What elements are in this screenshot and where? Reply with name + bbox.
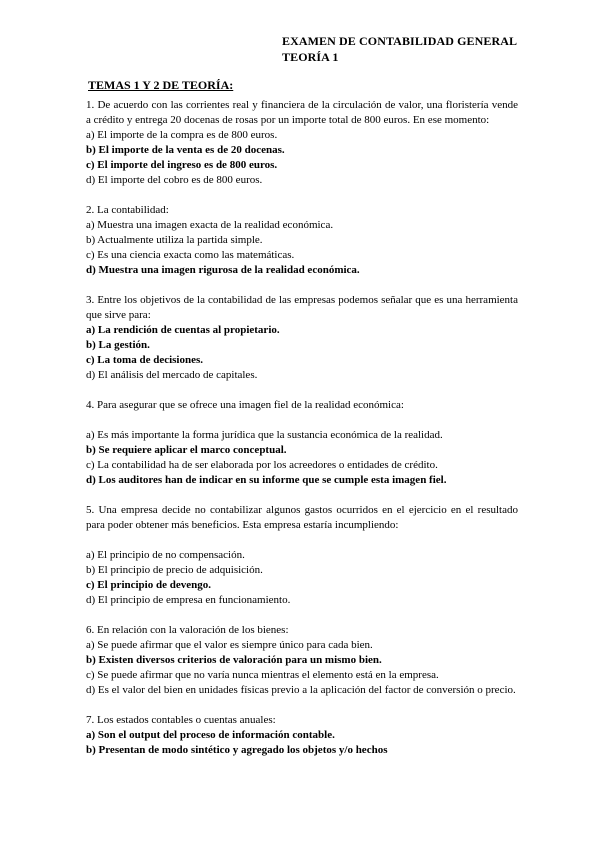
question-5-stem: 5. Una empresa decide no contabilizar algunos gastos ocurridos en el ejercicio en el resultado para poder obtener más beneficios. Esta empresa estaría incumpliendo: bbox=[86, 504, 518, 531]
question-1-stem: 1. De acuerdo con las corrientes real y financiera de la circulación de valor, una floristería vende a crédito y entrega 20 docenas de rosas por un importe total de 800 euros. En ese momento: bbox=[86, 99, 518, 126]
exam-title: EXAMEN DE CONTABILIDAD GENERAL bbox=[282, 34, 518, 48]
question-1 bbox=[86, 98, 518, 188]
question-5-option-d: d) El principio de empresa en funcionamiento. bbox=[86, 594, 291, 606]
question-5-option-b: b) El principio de precio de adquisición. bbox=[86, 564, 263, 576]
question-6-option-d: d) Es el valor del bien en unidades físicas previo a la aplicación del factor de conversión o precio. bbox=[86, 684, 516, 696]
question-6-option-b: b) Existen diversos criterios de valoración para un mismo bien. bbox=[86, 654, 382, 666]
question-7-option-a: a) Son el output del proceso de información contable. bbox=[86, 729, 335, 741]
question-3-option-d: d) El análisis del mercado de capitales. bbox=[86, 369, 258, 381]
section-title: TEMAS 1 Y 2 DE TEORÍA: bbox=[88, 78, 234, 92]
question-4-option-c: c) La contabilidad ha de ser elaborada por los acreedores o entidades de crédito. bbox=[86, 459, 438, 471]
question-5 bbox=[86, 503, 518, 608]
question-6-stem: 6. En relación con la valoración de los bienes: bbox=[86, 624, 289, 636]
question-2-option-a: a) Muestra una imagen exacta de la realidad económica. bbox=[86, 219, 334, 231]
question-2 bbox=[86, 203, 518, 278]
question-7-option-b: b) Presentan de modo sintético y agregado los objetos y/o hechos bbox=[86, 744, 388, 756]
question-7 bbox=[86, 713, 518, 758]
question-6-option-c: c) Se puede afirmar que no varía nunca mientras el elemento está en la empresa. bbox=[86, 669, 439, 681]
question-3-stem: 3. Entre los objetivos de la contabilidad de las empresas podemos señalar que es una herramienta que sirve para: bbox=[86, 294, 518, 321]
question-1-option-b: b) El importe de la venta es de 20 docenas. bbox=[86, 144, 285, 156]
question-1-option-d: d) El importe del cobro es de 800 euros. bbox=[86, 174, 263, 186]
question-4-option-b: b) Se requiere aplicar el marco conceptual. bbox=[86, 444, 287, 456]
question-4 bbox=[86, 398, 518, 488]
question-7-stem: 7. Los estados contables o cuentas anuales: bbox=[86, 714, 276, 726]
question-5-option-a: a) El principio de no compensación. bbox=[86, 549, 245, 561]
question-4-option-d: d) Los auditores han de indicar en su informe que se cumple esta imagen fiel. bbox=[86, 474, 447, 486]
question-3-option-b: b) La gestión. bbox=[86, 339, 150, 351]
question-1-option-a: a) El importe de la compra es de 800 euros. bbox=[86, 129, 278, 141]
question-1-option-c: c) El importe del ingreso es de 800 euros. bbox=[86, 159, 278, 171]
question-4-stem: 4. Para asegurar que se ofrece una imagen fiel de la realidad económica: bbox=[86, 399, 404, 411]
question-3-option-a: a) La rendición de cuentas al propietario. bbox=[86, 324, 280, 336]
question-2-option-c: c) Es una ciencia exacta como las matemáticas. bbox=[86, 249, 295, 261]
question-6-option-a: a) Se puede afirmar que el valor es siempre único para cada bien. bbox=[86, 639, 373, 651]
question-2-stem: 2. La contabilidad: bbox=[86, 204, 169, 216]
question-3 bbox=[86, 293, 518, 383]
question-3-option-c: c) La toma de decisiones. bbox=[86, 354, 204, 366]
question-5-option-c: c) El principio de devengo. bbox=[86, 579, 211, 591]
question-list bbox=[86, 98, 518, 773]
exam-subtitle: TEORÍA 1 bbox=[282, 50, 339, 64]
question-6 bbox=[86, 623, 518, 698]
question-2-option-b: b) Actualmente utiliza la partida simple. bbox=[86, 234, 263, 246]
question-4-option-a: a) Es más importante la forma jurídica que la sustancia económica de la realidad. bbox=[86, 429, 443, 441]
exam-header bbox=[282, 33, 517, 65]
question-2-option-d: d) Muestra una imagen rigurosa de la realidad económica. bbox=[86, 264, 360, 276]
